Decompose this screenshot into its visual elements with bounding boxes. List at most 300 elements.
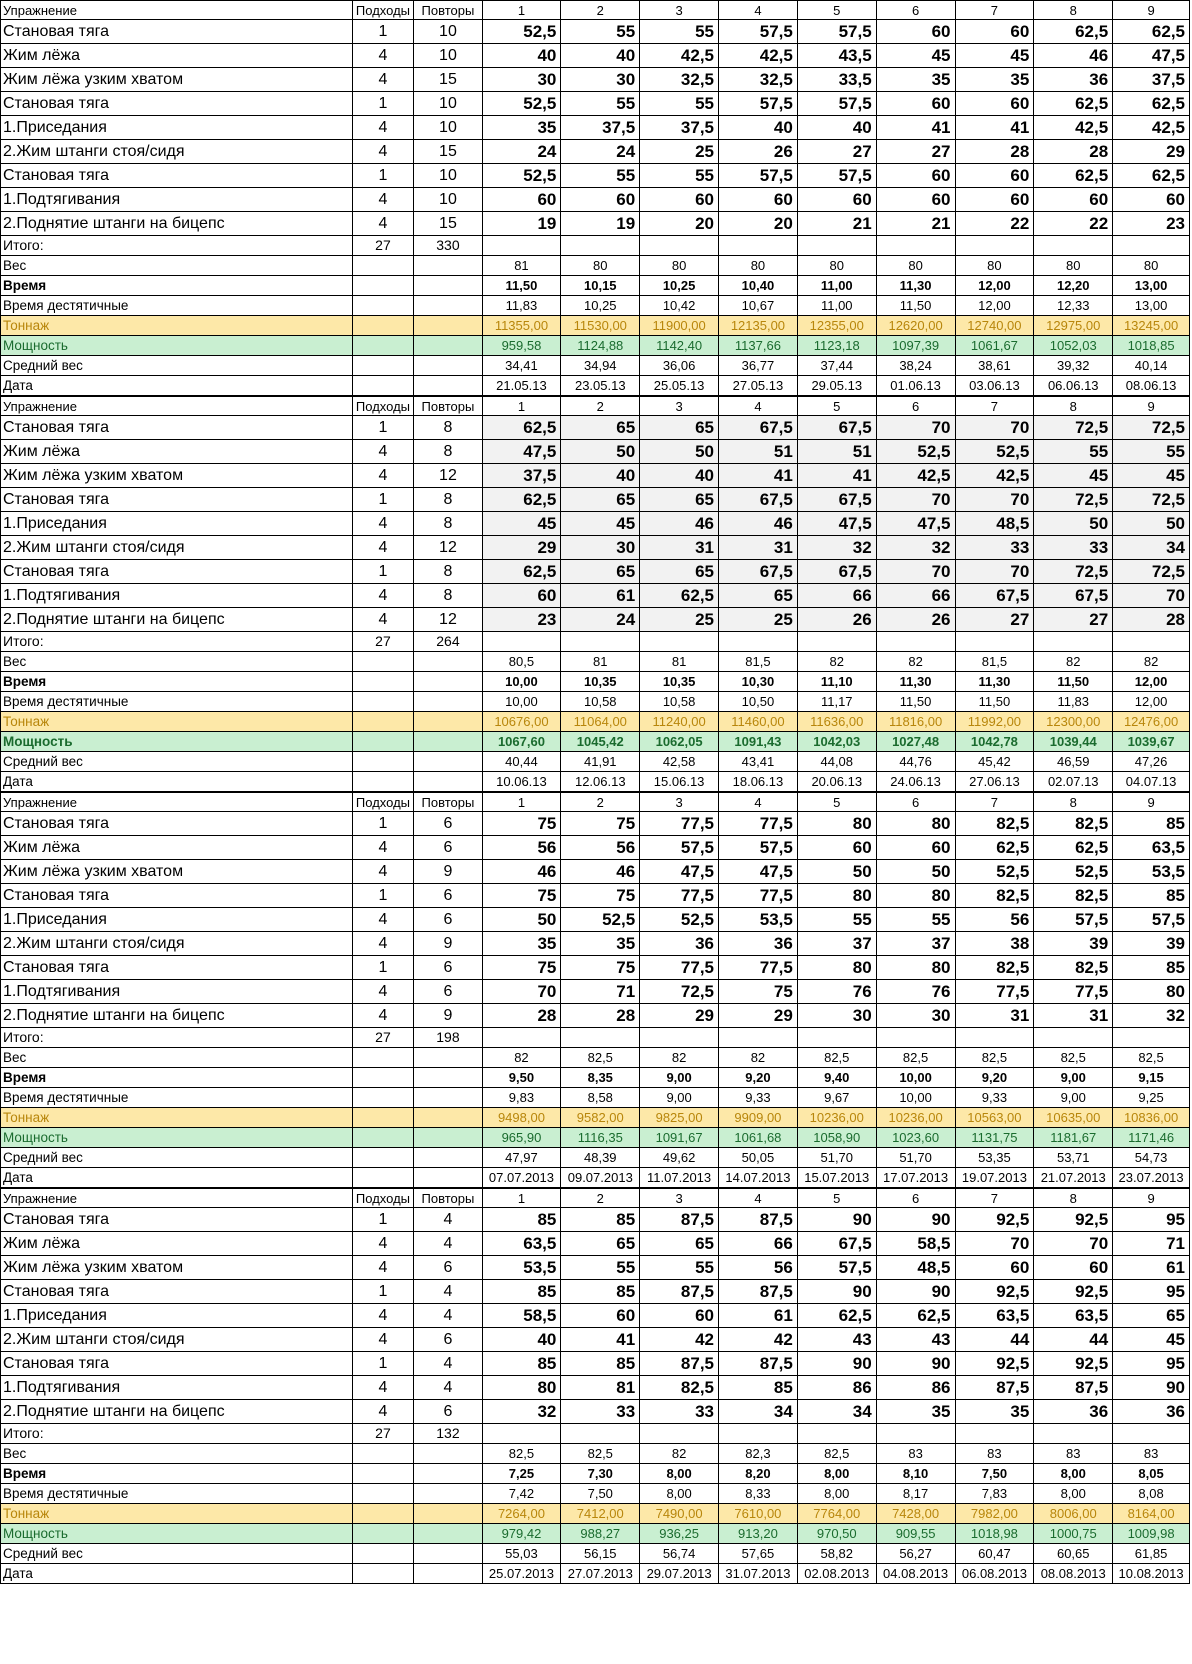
total-reps-cell[interactable]: 132	[414, 1424, 482, 1444]
date-row-value[interactable]: 29.05.13	[797, 376, 876, 396]
exercise-name-cell[interactable]: Становая тяга	[1, 1352, 353, 1376]
empty-cell[interactable]	[352, 296, 414, 316]
empty-cell[interactable]	[352, 1564, 414, 1584]
weight-value-cell[interactable]: 87,5	[955, 1376, 1034, 1400]
weight-value-cell[interactable]: 51	[719, 440, 798, 464]
header-session-cell[interactable]: 6	[876, 793, 955, 812]
time-row-value[interactable]: 7,30	[561, 1464, 640, 1484]
empty-cell[interactable]	[352, 1148, 414, 1168]
empty-cell[interactable]	[352, 1088, 414, 1108]
power-row-value[interactable]: 970,50	[797, 1524, 876, 1544]
exercise-name-cell[interactable]: 1.Подтягивания	[1, 584, 353, 608]
empty-cell[interactable]	[414, 712, 482, 732]
reps-cell[interactable]: 4	[414, 1352, 482, 1376]
weight-value-cell[interactable]: 22	[955, 212, 1034, 236]
empty-cell[interactable]	[414, 732, 482, 752]
sets-cell[interactable]: 1	[352, 884, 414, 908]
sets-cell[interactable]: 4	[352, 1376, 414, 1400]
empty-cell[interactable]	[352, 732, 414, 752]
time-decimal-row-value[interactable]: 8,08	[1113, 1484, 1190, 1504]
exercise-name-cell[interactable]: Жим лёжа узким хватом	[1, 68, 353, 92]
reps-cell[interactable]: 6	[414, 908, 482, 932]
power-row-value[interactable]: 1097,39	[876, 336, 955, 356]
weight-value-cell[interactable]: 63,5	[1113, 836, 1190, 860]
exercise-name-cell[interactable]: Становая тяга	[1, 560, 353, 584]
sets-cell[interactable]: 1	[352, 812, 414, 836]
time-row-value[interactable]: 9,40	[797, 1068, 876, 1088]
empty-cell[interactable]	[414, 1168, 482, 1188]
weight-value-cell[interactable]: 87,5	[640, 1208, 719, 1232]
empty-cell[interactable]	[352, 276, 414, 296]
date-row-value[interactable]: 03.06.13	[955, 376, 1034, 396]
empty-cell[interactable]	[352, 1128, 414, 1148]
date-row-value[interactable]: 27.06.13	[955, 772, 1034, 792]
sets-cell[interactable]: 1	[352, 488, 414, 512]
average-weight-row-value[interactable]: 56,27	[876, 1544, 955, 1564]
header-session-cell[interactable]: 9	[1113, 793, 1190, 812]
time-decimal-row-value[interactable]: 11,50	[876, 692, 955, 712]
weight-value-cell[interactable]: 22	[1034, 212, 1113, 236]
weight-value-cell[interactable]: 80	[797, 884, 876, 908]
time-decimal-row-label[interactable]: Время дестятичные	[1, 1484, 353, 1504]
time-row-value[interactable]: 10,00	[482, 672, 561, 692]
header-session-cell[interactable]: 4	[719, 793, 798, 812]
time-row-value[interactable]: 12,00	[1113, 672, 1190, 692]
time-decimal-row-value[interactable]: 11,50	[876, 296, 955, 316]
weight-value-cell[interactable]: 35	[955, 68, 1034, 92]
weight-value-cell[interactable]: 82,5	[955, 812, 1034, 836]
empty-cell[interactable]	[482, 632, 561, 652]
weight-value-cell[interactable]: 45	[561, 512, 640, 536]
header-exercise-cell[interactable]: Упражнение	[1, 1, 353, 20]
header-sets-cell[interactable]: Подходы	[352, 397, 414, 416]
weight-value-cell[interactable]: 85	[1113, 812, 1190, 836]
weight-value-cell[interactable]: 28	[482, 1004, 561, 1028]
weight-value-cell[interactable]: 70	[1034, 1232, 1113, 1256]
time-row-value[interactable]: 12,20	[1034, 276, 1113, 296]
body-weight-row-value[interactable]: 82,5	[561, 1444, 640, 1464]
time-row-value[interactable]: 11,30	[876, 276, 955, 296]
time-decimal-row-value[interactable]: 11,50	[955, 692, 1034, 712]
average-weight-row-value[interactable]: 42,58	[640, 752, 719, 772]
date-row-label[interactable]: Дата	[1, 1168, 353, 1188]
tonnage-row-value[interactable]: 9825,00	[640, 1108, 719, 1128]
weight-value-cell[interactable]: 75	[482, 956, 561, 980]
header-session-cell[interactable]: 2	[561, 793, 640, 812]
weight-value-cell[interactable]: 55	[1034, 440, 1113, 464]
weight-value-cell[interactable]: 42,5	[1034, 116, 1113, 140]
time-decimal-row-label[interactable]: Время дестятичные	[1, 692, 353, 712]
weight-value-cell[interactable]: 35	[482, 116, 561, 140]
weight-value-cell[interactable]: 65	[640, 488, 719, 512]
date-row-value[interactable]: 21.07.2013	[1034, 1168, 1113, 1188]
weight-value-cell[interactable]: 85	[719, 1376, 798, 1400]
time-row-value[interactable]: 9,20	[719, 1068, 798, 1088]
average-weight-row-value[interactable]: 50,05	[719, 1148, 798, 1168]
weight-value-cell[interactable]: 82,5	[1034, 956, 1113, 980]
reps-cell[interactable]: 9	[414, 860, 482, 884]
power-row-value[interactable]: 1023,60	[876, 1128, 955, 1148]
weight-value-cell[interactable]: 76	[876, 980, 955, 1004]
power-row-value[interactable]: 1009,98	[1113, 1524, 1190, 1544]
average-weight-row-value[interactable]: 48,39	[561, 1148, 640, 1168]
time-row-value[interactable]: 8,20	[719, 1464, 798, 1484]
empty-cell[interactable]	[414, 316, 482, 336]
weight-value-cell[interactable]: 80	[876, 884, 955, 908]
body-weight-row-value[interactable]: 81,5	[955, 652, 1034, 672]
average-weight-row-value[interactable]: 38,24	[876, 356, 955, 376]
weight-value-cell[interactable]: 95	[1113, 1208, 1190, 1232]
average-weight-row-value[interactable]: 57,65	[719, 1544, 798, 1564]
weight-value-cell[interactable]: 77,5	[719, 812, 798, 836]
exercise-name-cell[interactable]: Становая тяга	[1, 884, 353, 908]
time-decimal-row-value[interactable]: 11,83	[482, 296, 561, 316]
weight-value-cell[interactable]: 55	[640, 1256, 719, 1280]
tonnage-row-value[interactable]: 13245,00	[1113, 316, 1190, 336]
average-weight-row-value[interactable]: 60,65	[1034, 1544, 1113, 1564]
weight-value-cell[interactable]: 56	[719, 1256, 798, 1280]
exercise-name-cell[interactable]: Становая тяга	[1, 416, 353, 440]
reps-cell[interactable]: 4	[414, 1232, 482, 1256]
tonnage-row-label[interactable]: Тоннаж	[1, 316, 353, 336]
time-row-value[interactable]: 11,10	[797, 672, 876, 692]
weight-value-cell[interactable]: 67,5	[719, 560, 798, 584]
weight-value-cell[interactable]: 26	[876, 608, 955, 632]
time-row-value[interactable]: 9,00	[1034, 1068, 1113, 1088]
date-row-value[interactable]: 27.07.2013	[561, 1564, 640, 1584]
tonnage-row-value[interactable]: 12975,00	[1034, 316, 1113, 336]
weight-value-cell[interactable]: 58,5	[482, 1304, 561, 1328]
power-row-value[interactable]: 1000,75	[1034, 1524, 1113, 1544]
weight-value-cell[interactable]: 62,5	[640, 584, 719, 608]
empty-cell[interactable]	[414, 1148, 482, 1168]
empty-cell[interactable]	[414, 1088, 482, 1108]
time-row-value[interactable]: 10,35	[561, 672, 640, 692]
empty-cell[interactable]	[482, 236, 561, 256]
weight-value-cell[interactable]: 33	[561, 1400, 640, 1424]
weight-value-cell[interactable]: 19	[561, 212, 640, 236]
weight-value-cell[interactable]: 76	[797, 980, 876, 1004]
empty-cell[interactable]	[482, 1028, 561, 1048]
average-weight-row-value[interactable]: 44,76	[876, 752, 955, 772]
weight-value-cell[interactable]: 33	[1034, 536, 1113, 560]
header-session-cell[interactable]: 9	[1113, 1, 1190, 20]
weight-value-cell[interactable]: 52,5	[482, 20, 561, 44]
time-row-value[interactable]: 8,00	[797, 1464, 876, 1484]
sets-cell[interactable]: 4	[352, 140, 414, 164]
empty-cell[interactable]	[414, 772, 482, 792]
power-row-value[interactable]: 1181,67	[1034, 1128, 1113, 1148]
reps-cell[interactable]: 10	[414, 92, 482, 116]
weight-value-cell[interactable]: 33,5	[797, 68, 876, 92]
weight-value-cell[interactable]: 46	[640, 512, 719, 536]
time-decimal-row-value[interactable]: 13,00	[1113, 296, 1190, 316]
weight-value-cell[interactable]: 36	[1113, 1400, 1190, 1424]
weight-value-cell[interactable]: 70	[876, 416, 955, 440]
tonnage-row-value[interactable]: 10236,00	[876, 1108, 955, 1128]
sets-cell[interactable]: 4	[352, 512, 414, 536]
weight-value-cell[interactable]: 45	[876, 44, 955, 68]
sets-cell[interactable]: 4	[352, 1232, 414, 1256]
weight-value-cell[interactable]: 62,5	[1034, 164, 1113, 188]
empty-cell[interactable]	[1113, 632, 1190, 652]
reps-cell[interactable]: 6	[414, 980, 482, 1004]
empty-cell[interactable]	[561, 632, 640, 652]
tonnage-row-value[interactable]: 12476,00	[1113, 712, 1190, 732]
weight-value-cell[interactable]: 85	[561, 1280, 640, 1304]
time-row-value[interactable]: 10,30	[719, 672, 798, 692]
header-session-cell[interactable]: 8	[1034, 1189, 1113, 1208]
empty-cell[interactable]	[414, 692, 482, 712]
weight-value-cell[interactable]: 62,5	[1034, 20, 1113, 44]
weight-value-cell[interactable]: 67,5	[719, 488, 798, 512]
empty-cell[interactable]	[876, 1028, 955, 1048]
power-row-value[interactable]: 1091,67	[640, 1128, 719, 1148]
weight-value-cell[interactable]: 47,5	[482, 440, 561, 464]
empty-cell[interactable]	[1034, 1028, 1113, 1048]
exercise-name-cell[interactable]: 1.Приседания	[1, 116, 353, 140]
tonnage-row-value[interactable]: 7490,00	[640, 1504, 719, 1524]
header-session-cell[interactable]: 2	[561, 1189, 640, 1208]
tonnage-row-value[interactable]: 11460,00	[719, 712, 798, 732]
weight-value-cell[interactable]: 45	[1113, 464, 1190, 488]
weight-value-cell[interactable]: 44	[955, 1328, 1034, 1352]
weight-value-cell[interactable]: 35	[876, 1400, 955, 1424]
weight-value-cell[interactable]: 60	[955, 188, 1034, 212]
reps-cell[interactable]: 6	[414, 956, 482, 980]
weight-value-cell[interactable]: 60	[955, 92, 1034, 116]
weight-value-cell[interactable]: 85	[561, 1352, 640, 1376]
weight-value-cell[interactable]: 42,5	[640, 44, 719, 68]
weight-value-cell[interactable]: 92,5	[1034, 1208, 1113, 1232]
date-row-label[interactable]: Дата	[1, 376, 353, 396]
weight-value-cell[interactable]: 67,5	[1034, 584, 1113, 608]
header-reps-cell[interactable]: Повторы	[414, 397, 482, 416]
reps-cell[interactable]: 8	[414, 488, 482, 512]
tonnage-row-value[interactable]: 11355,00	[482, 316, 561, 336]
time-row-label[interactable]: Время	[1, 1068, 353, 1088]
time-row-value[interactable]: 11,30	[955, 672, 1034, 692]
weight-value-cell[interactable]: 85	[482, 1352, 561, 1376]
weight-value-cell[interactable]: 90	[876, 1352, 955, 1376]
weight-value-cell[interactable]: 23	[1113, 212, 1190, 236]
weight-value-cell[interactable]: 75	[561, 812, 640, 836]
sets-cell[interactable]: 4	[352, 1304, 414, 1328]
header-session-cell[interactable]: 3	[640, 1189, 719, 1208]
weight-value-cell[interactable]: 57,5	[640, 836, 719, 860]
weight-value-cell[interactable]: 55	[561, 92, 640, 116]
weight-value-cell[interactable]: 42,5	[719, 44, 798, 68]
date-row-value[interactable]: 09.07.2013	[561, 1168, 640, 1188]
weight-value-cell[interactable]: 82,5	[1034, 884, 1113, 908]
exercise-name-cell[interactable]: Жим лёжа	[1, 440, 353, 464]
empty-cell[interactable]	[955, 1028, 1034, 1048]
weight-value-cell[interactable]: 51	[797, 440, 876, 464]
weight-value-cell[interactable]: 24	[482, 140, 561, 164]
total-sets-cell[interactable]: 27	[352, 236, 414, 256]
weight-value-cell[interactable]: 60	[955, 164, 1034, 188]
date-row-value[interactable]: 07.07.2013	[482, 1168, 561, 1188]
reps-cell[interactable]: 10	[414, 116, 482, 140]
tonnage-row-value[interactable]: 7764,00	[797, 1504, 876, 1524]
power-row-value[interactable]: 1058,90	[797, 1128, 876, 1148]
weight-value-cell[interactable]: 30	[797, 1004, 876, 1028]
tonnage-row-value[interactable]: 11900,00	[640, 316, 719, 336]
weight-value-cell[interactable]: 45	[1113, 1328, 1190, 1352]
date-row-value[interactable]: 06.08.2013	[955, 1564, 1034, 1584]
weight-value-cell[interactable]: 20	[640, 212, 719, 236]
time-decimal-row-value[interactable]: 11,83	[1034, 692, 1113, 712]
time-row-value[interactable]: 11,50	[1034, 672, 1113, 692]
date-row-value[interactable]: 31.07.2013	[719, 1564, 798, 1584]
weight-value-cell[interactable]: 75	[561, 884, 640, 908]
exercise-name-cell[interactable]: Становая тяга	[1, 956, 353, 980]
weight-value-cell[interactable]: 92,5	[955, 1352, 1034, 1376]
weight-value-cell[interactable]: 31	[640, 536, 719, 560]
average-weight-row-label[interactable]: Средний вес	[1, 752, 353, 772]
weight-value-cell[interactable]: 90	[876, 1280, 955, 1304]
header-session-cell[interactable]: 3	[640, 793, 719, 812]
power-row-label[interactable]: Мощность	[1, 1128, 353, 1148]
weight-value-cell[interactable]: 57,5	[797, 1256, 876, 1280]
sets-cell[interactable]: 4	[352, 1256, 414, 1280]
weight-value-cell[interactable]: 52,5	[482, 92, 561, 116]
weight-value-cell[interactable]: 57,5	[719, 92, 798, 116]
weight-value-cell[interactable]: 32	[876, 536, 955, 560]
average-weight-row-label[interactable]: Средний вес	[1, 1148, 353, 1168]
average-weight-row-value[interactable]: 51,70	[797, 1148, 876, 1168]
empty-cell[interactable]	[414, 1524, 482, 1544]
body-weight-row-label[interactable]: Вес	[1, 1444, 353, 1464]
weight-value-cell[interactable]: 77,5	[719, 956, 798, 980]
weight-value-cell[interactable]: 42	[640, 1328, 719, 1352]
sets-cell[interactable]: 4	[352, 836, 414, 860]
date-row-value[interactable]: 24.06.13	[876, 772, 955, 792]
weight-value-cell[interactable]: 90	[797, 1280, 876, 1304]
weight-value-cell[interactable]: 57,5	[719, 20, 798, 44]
average-weight-row-value[interactable]: 37,44	[797, 356, 876, 376]
weight-value-cell[interactable]: 57,5	[797, 164, 876, 188]
time-row-value[interactable]: 11,50	[482, 276, 561, 296]
reps-cell[interactable]: 4	[414, 1376, 482, 1400]
weight-value-cell[interactable]: 46	[719, 512, 798, 536]
weight-value-cell[interactable]: 50	[876, 860, 955, 884]
total-reps-cell[interactable]: 198	[414, 1028, 482, 1048]
time-decimal-row-value[interactable]: 10,58	[561, 692, 640, 712]
total-reps-cell[interactable]: 264	[414, 632, 482, 652]
time-row-label[interactable]: Время	[1, 276, 353, 296]
date-row-value[interactable]: 17.07.2013	[876, 1168, 955, 1188]
tonnage-row-value[interactable]: 9909,00	[719, 1108, 798, 1128]
weight-value-cell[interactable]: 63,5	[1034, 1304, 1113, 1328]
weight-value-cell[interactable]: 33	[955, 536, 1034, 560]
empty-cell[interactable]	[352, 1068, 414, 1088]
time-decimal-row-value[interactable]: 9,25	[1113, 1088, 1190, 1108]
weight-value-cell[interactable]: 77,5	[640, 812, 719, 836]
time-decimal-row-value[interactable]: 8,00	[640, 1484, 719, 1504]
weight-value-cell[interactable]: 60	[1034, 188, 1113, 212]
weight-value-cell[interactable]: 46	[482, 860, 561, 884]
reps-cell[interactable]: 10	[414, 164, 482, 188]
weight-value-cell[interactable]: 40	[640, 464, 719, 488]
power-row-value[interactable]: 1171,46	[1113, 1128, 1190, 1148]
weight-value-cell[interactable]: 82,5	[955, 884, 1034, 908]
exercise-name-cell[interactable]: 2.Поднятие штанги на бицепс	[1, 1004, 353, 1028]
time-decimal-row-value[interactable]: 12,00	[955, 296, 1034, 316]
time-decimal-row-value[interactable]: 10,50	[719, 692, 798, 712]
total-sets-cell[interactable]: 27	[352, 632, 414, 652]
weight-value-cell[interactable]: 27	[955, 608, 1034, 632]
average-weight-row-value[interactable]: 40,44	[482, 752, 561, 772]
date-row-value[interactable]: 18.06.13	[719, 772, 798, 792]
body-weight-row-value[interactable]: 80	[640, 256, 719, 276]
header-session-cell[interactable]: 6	[876, 1, 955, 20]
weight-value-cell[interactable]: 50	[482, 908, 561, 932]
power-row-value[interactable]: 1042,03	[797, 732, 876, 752]
header-session-cell[interactable]: 1	[482, 397, 561, 416]
average-weight-row-value[interactable]: 38,61	[955, 356, 1034, 376]
empty-cell[interactable]	[561, 236, 640, 256]
weight-value-cell[interactable]: 87,5	[719, 1280, 798, 1304]
empty-cell[interactable]	[352, 1524, 414, 1544]
weight-value-cell[interactable]: 75	[719, 980, 798, 1004]
empty-cell[interactable]	[352, 256, 414, 276]
empty-cell[interactable]	[797, 236, 876, 256]
average-weight-row-value[interactable]: 46,59	[1034, 752, 1113, 772]
weight-value-cell[interactable]: 57,5	[719, 164, 798, 188]
weight-value-cell[interactable]: 60	[482, 584, 561, 608]
total-sets-cell[interactable]: 27	[352, 1424, 414, 1444]
weight-value-cell[interactable]: 70	[955, 488, 1034, 512]
sets-cell[interactable]: 4	[352, 608, 414, 632]
time-decimal-row-value[interactable]: 10,67	[719, 296, 798, 316]
weight-value-cell[interactable]: 66	[719, 1232, 798, 1256]
weight-value-cell[interactable]: 80	[1113, 980, 1190, 1004]
reps-cell[interactable]: 6	[414, 1400, 482, 1424]
tonnage-row-value[interactable]: 12355,00	[797, 316, 876, 336]
date-row-value[interactable]: 04.08.2013	[876, 1564, 955, 1584]
date-row-value[interactable]: 23.07.2013	[1113, 1168, 1190, 1188]
weight-value-cell[interactable]: 57,5	[797, 92, 876, 116]
weight-value-cell[interactable]: 42,5	[1113, 116, 1190, 140]
tonnage-row-value[interactable]: 10676,00	[482, 712, 561, 732]
header-session-cell[interactable]: 2	[561, 397, 640, 416]
power-row-value[interactable]: 1042,78	[955, 732, 1034, 752]
weight-value-cell[interactable]: 43,5	[797, 44, 876, 68]
exercise-name-cell[interactable]: 1.Подтягивания	[1, 1376, 353, 1400]
weight-value-cell[interactable]: 80	[797, 812, 876, 836]
body-weight-row-value[interactable]: 80	[719, 256, 798, 276]
average-weight-row-value[interactable]: 41,91	[561, 752, 640, 772]
weight-value-cell[interactable]: 62,5	[955, 836, 1034, 860]
weight-value-cell[interactable]: 32	[482, 1400, 561, 1424]
date-row-value[interactable]: 01.06.13	[876, 376, 955, 396]
weight-value-cell[interactable]: 35	[482, 932, 561, 956]
exercise-name-cell[interactable]: Жим лёжа узким хватом	[1, 860, 353, 884]
weight-value-cell[interactable]: 60	[955, 1256, 1034, 1280]
power-row-value[interactable]: 1018,98	[955, 1524, 1034, 1544]
weight-value-cell[interactable]: 62,5	[1034, 92, 1113, 116]
average-weight-row-value[interactable]: 39,32	[1034, 356, 1113, 376]
weight-value-cell[interactable]: 65	[719, 584, 798, 608]
weight-value-cell[interactable]: 45	[1034, 464, 1113, 488]
average-weight-row-value[interactable]: 54,73	[1113, 1148, 1190, 1168]
weight-value-cell[interactable]: 80	[876, 812, 955, 836]
sets-cell[interactable]: 4	[352, 932, 414, 956]
exercise-name-cell[interactable]: Жим лёжа	[1, 1232, 353, 1256]
header-session-cell[interactable]: 7	[955, 1, 1034, 20]
weight-value-cell[interactable]: 70	[955, 416, 1034, 440]
